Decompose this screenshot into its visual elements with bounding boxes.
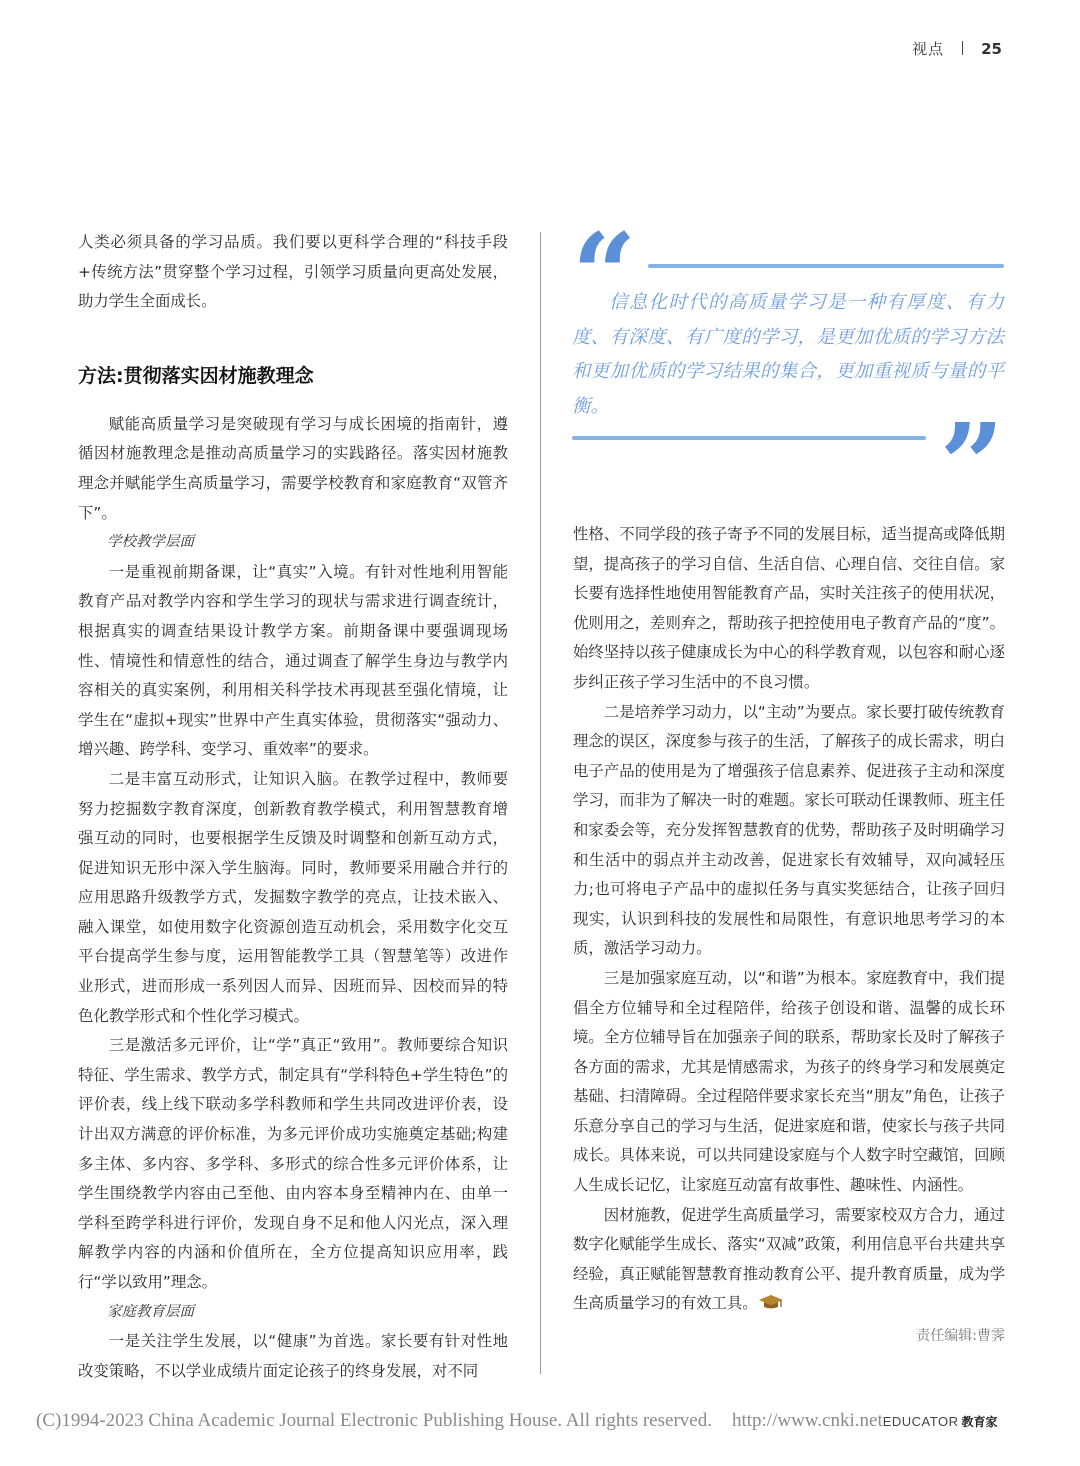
section-title: 方法:贯彻落实因材施教理念: [78, 364, 314, 387]
graduation-cap-icon: [758, 1294, 784, 1310]
page-header: [912, 38, 1002, 59]
magazine-brand-cn: 教育家: [961, 1415, 998, 1429]
subheading-school: 学校教学层面: [107, 534, 194, 551]
open-quote-icon: “: [572, 210, 637, 341]
body-paragraph: 赋能高质量学习是突破现有学习与成长困境的指南针，遵循因材施教理念是推动高质量学习的实践路径。落实因材施教理念并赋能学生高质量学习，需要学校教育和家庭教育“双管齐下”。: [78, 414, 508, 522]
left-column: [78, 228, 508, 1386]
column-divider: [540, 232, 541, 1374]
header-divider: [962, 41, 963, 55]
body-paragraph: 一是关注学生发展，以“健康”为首选。家长要有针对性地改变策略，不以学业成绩片面定论孩子的终身发展，对不同: [78, 1332, 508, 1380]
body-paragraph: 二是培养学习动力，以“主动”为要点。家长要打破传统教育理念的误区，深度参与孩子的生活，了解孩子的成长需求，明白电子产品的使用是为了增强孩子信息素养、促进孩子主动和深度学习，而非为了解决一时的难题。家长可联动任课教师、班主任和家委会等，充分发挥智慧教育的优势，帮助孩子及时明确学习和生活中的弱点并主动改善，促进家长有效辅导，双向减轻压力;也可将电子产品中的虚拟任务与真实奖惩结合，让孩子回归现实，认识到科技的发展性和局限性，有意识地思考学习的本质，激活学习动力。: [573, 702, 1005, 958]
close-quote-icon: ”: [939, 400, 1004, 531]
intro-paragraph: 人类必须具备的学习品质。我们要以更科学合理的“科技手段+传统方法”贯穿整个学习过程，引领学习质量向更高处发展，助力学生全面成长。: [78, 233, 508, 311]
body-paragraph: 二是丰富互动形式，让知识入脑。在教学过程中，教师要努力挖掘数字教育深度，创新教育教学模式，利用智慧教育增强互动的同时，也要根据学生反馈及时调整和创新互动方式，促进知识无形中深入学生脑海。同时，教师要采用融合并行的应用思路升级教学方式，发掘数字教学的亮点，让技术嵌入、融入课堂，如使用数字化资源创造互动机会，采用数字化交互平台提高学生参与度，运用智能教学工具（智慧笔等）改进作业形式，进而形成一系列因人而异、因班而异、因校而异的特色化教学形式和个性化学习模式。: [78, 769, 508, 1025]
body-paragraph: 三是激活多元评价，让“学”真正“致用”。教师要综合知识特征、学生需求、教学方式，制定具有“学科特色+学生特色”的评价表，线上线下联动多学科教师和学生共同改进评价表，设计出双方满意的评价标准，为多元评价成功实施奠定基础;构建多主体、多内容、多学科、多形式的综合性多元评价体系，让学生围绕教学内容由己至他、由内容本身至精神内在、由单一学科至跨学科进行评价，发现自身不足和他人闪光点，深入理解教学内容的内涵和价值所在，全方位提高知识应用率，践行“学以致用”理念。: [78, 1036, 508, 1291]
subheading-family: 家庭教育层面: [107, 1303, 194, 1320]
quote-rule-bottom: [572, 436, 926, 440]
body-paragraph: 一是重视前期备课，让“真实”入境。有针对性地利用智能教育产品对教学内容和学生学习的现状与需求进行调查统计，根据真实的调查结果设计教学方案。前期备课中要强调现场性、情境性和情意性的结合，通过调查了解学生身边与教学内容相关的真实案例，利用相关科学技术再现甚至强化情境，让学生在“虚拟+现实”世界中产生真实体验，贯彻落实“强动力、增兴趣、跨学科、变学习、重效率”的要求。: [78, 562, 508, 759]
page-footer: [36, 1410, 1036, 1432]
footer-url[interactable]: http://www.cnki.net: [731, 1410, 883, 1431]
right-column: [573, 520, 1005, 1345]
section-label: 视点: [912, 40, 945, 58]
magazine-brand: EDUCATOR: [882, 1414, 959, 1429]
body-paragraph: 性格、不同学段的孩子寄予不同的发展目标，适当提高或降低期望，提高孩子的学习自信、生活自信、心理自信、交往自信。家长要有选择性地使用智能教育产品，实时关注孩子的使用状况，优则用之，差则弃之，帮助孩子把控使用电子教育产品的“度”。始终坚持以孩子健康成长为中心的科学教育观，以包容和耐心逐步纠正孩子学习生活中的不良习惯。: [573, 525, 1005, 691]
pull-quote: [572, 210, 1004, 531]
body-paragraph: 三是加强家庭互动，以“和谐”为根本。家庭教育中，我们提倡全方位辅导和全过程陪伴，给孩子创设和谐、温馨的成长环境。全方位辅导旨在加强亲子间的联系，帮助家长及时了解孩子各方面的需求，尤其是情感需求，为孩子的终身学习和发展奠定基础、扫清障碍。全过程陪伴要求家长充当“朋友”角色，让孩子乐意分享自己的学习与生活，促进家庭和谐，使家长与孩子共同成长。具体来说，可以共同建设家庭与个人数字时空藏馆，回顾人生成长记忆，让家庭互动富有故事性、趣味性、内涵性。: [573, 968, 1005, 1195]
copyright-text: (C)1994-2023 China Academic Journal Electronic Publishing House. All rights reserved.: [36, 1410, 712, 1431]
closing-paragraph: 因材施教，促进学生高质量学习，需要家校双方合力，通过数字化赋能学生成长、落实“双减”政策，利用信息平台共建共享经验，真正赋能智慧教育推动教育公平、提升教育质量，成为学生高质量学习的有效工具。: [573, 1205, 1005, 1313]
pull-quote-text: 信息化时代的高质量学习是一种有厚度、有力度、有深度、有广度的学习，是更加优质的学习方法和更加优质的学习结果的集合，更加重视质与量的平衡。: [572, 292, 1004, 417]
page-number: 25: [981, 40, 1002, 58]
editor-credit: 责任编辑:曹霁: [916, 1328, 1005, 1345]
quote-rule-top: [648, 264, 1004, 268]
